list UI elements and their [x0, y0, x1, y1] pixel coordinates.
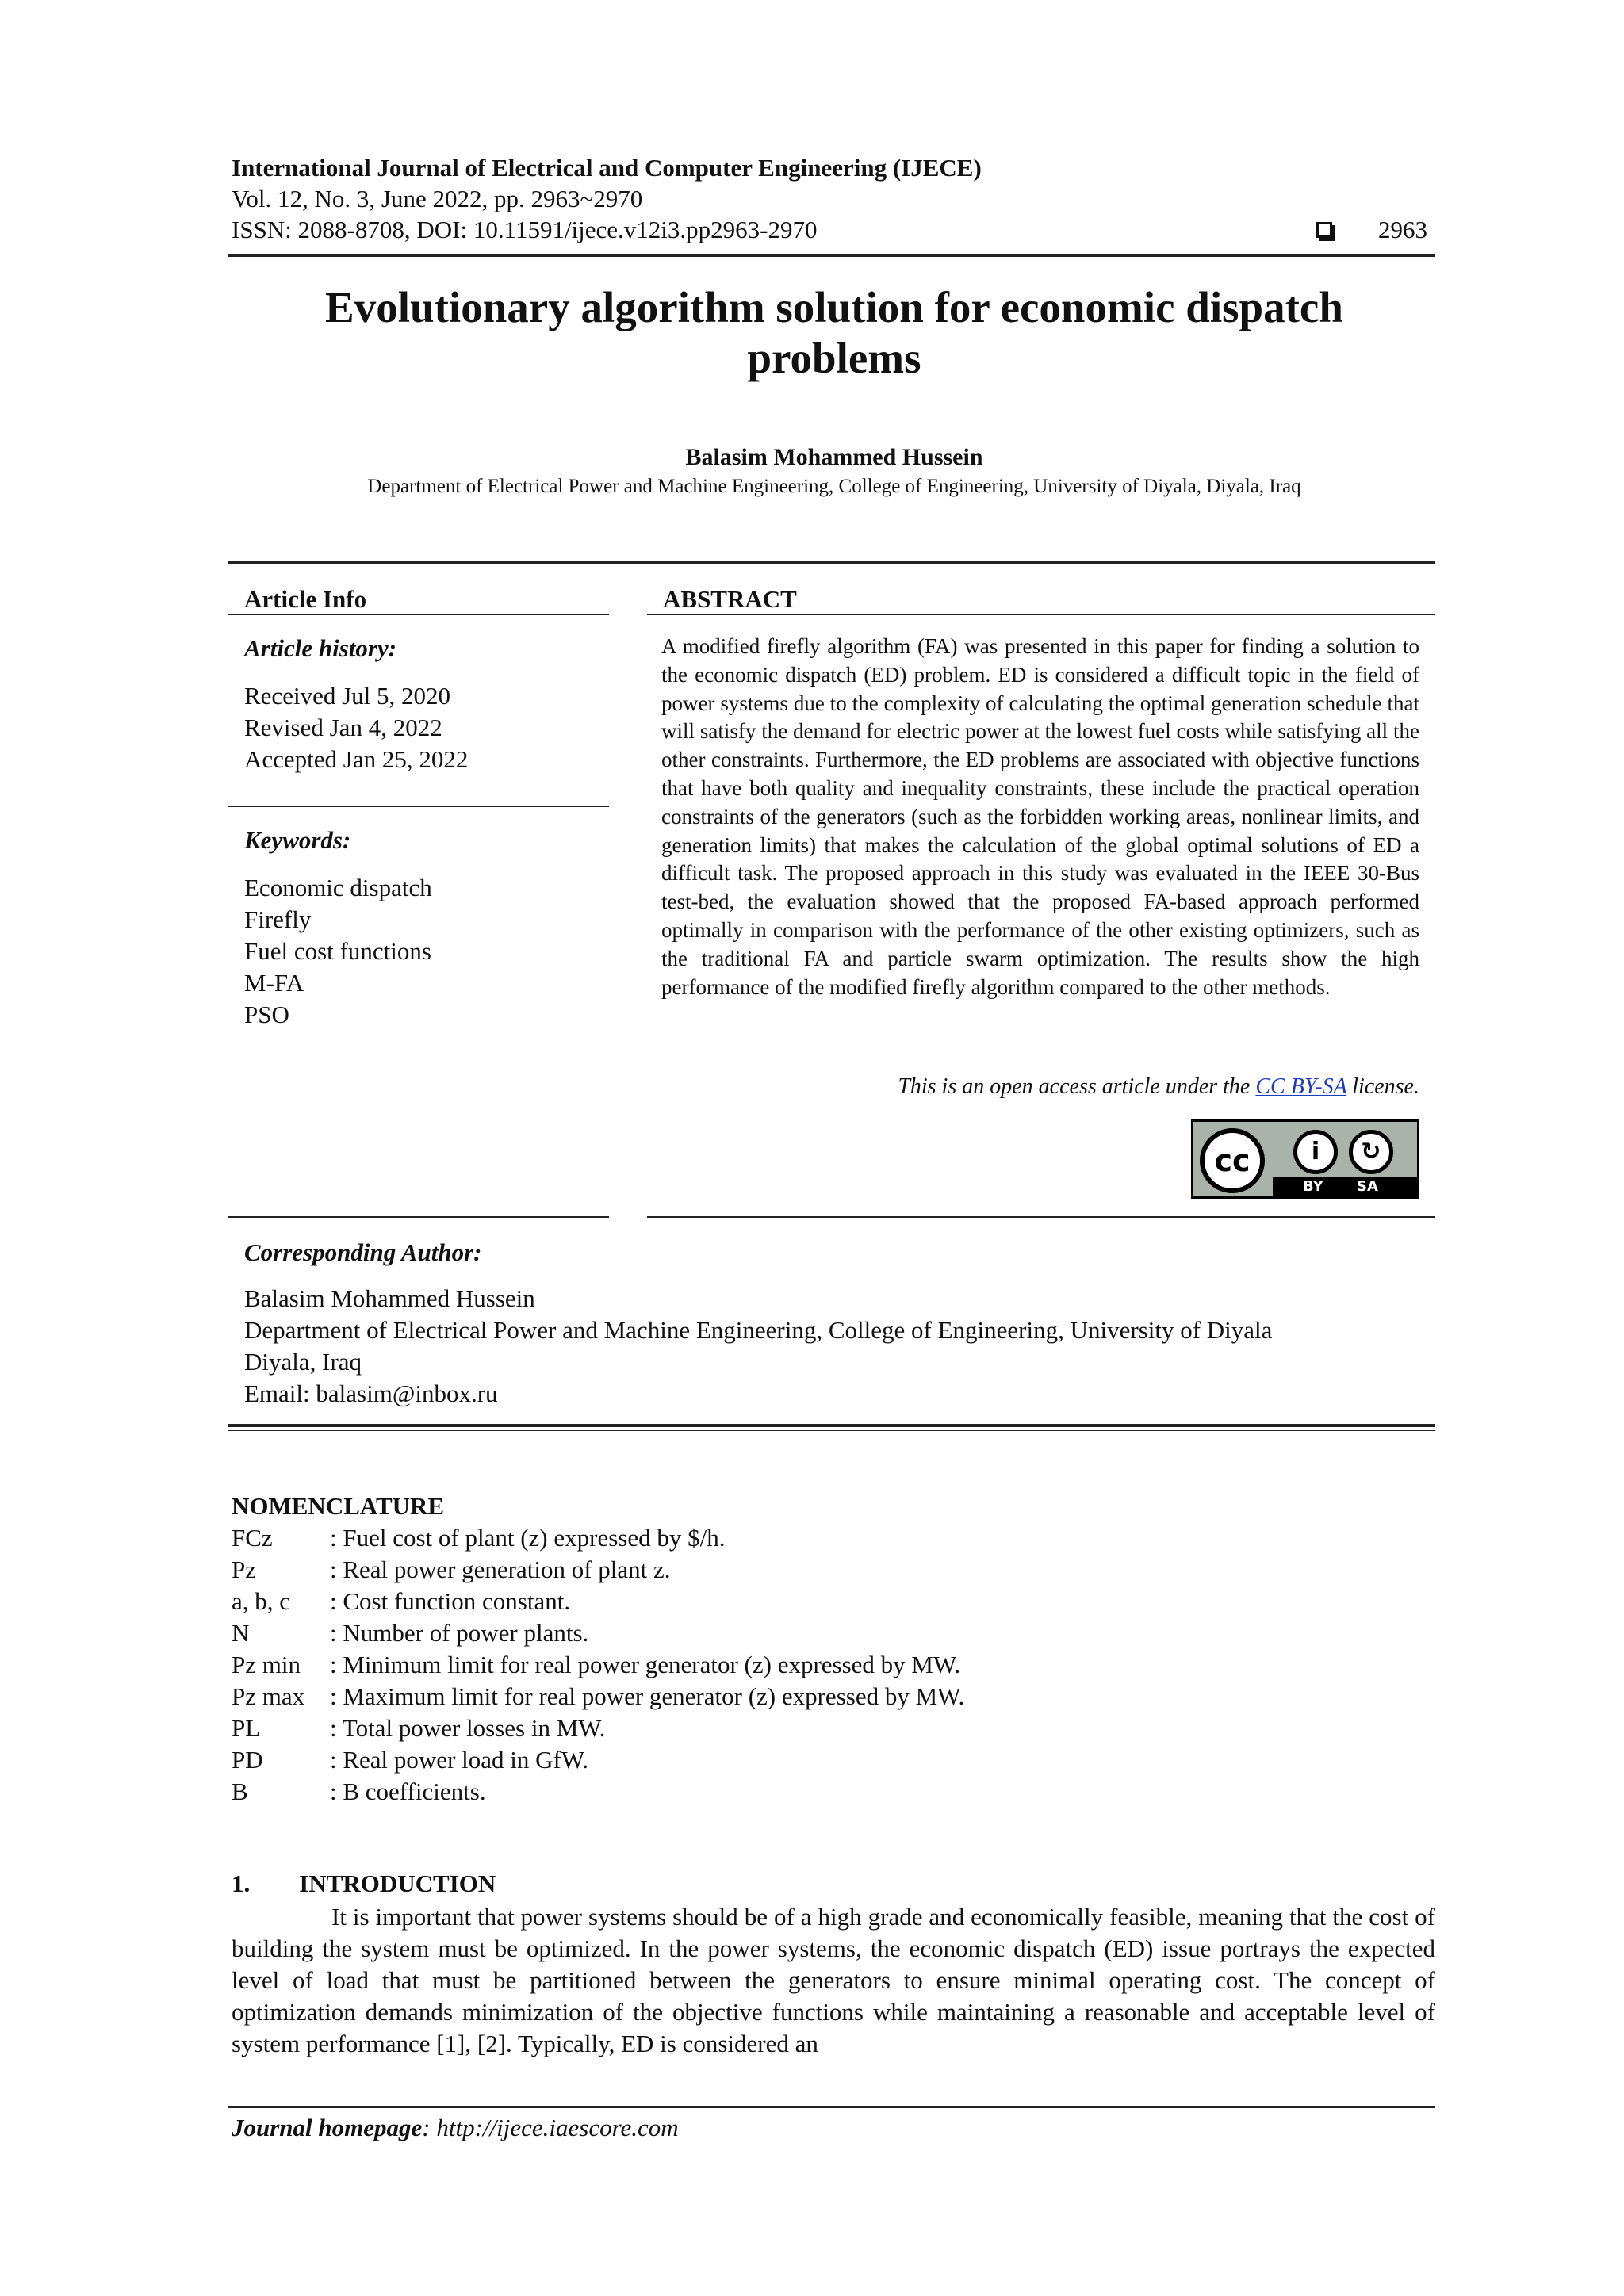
title-line-1: Evolutionary algorithm solution for economic dispatch: [325, 283, 1343, 331]
page-number: 2963: [1378, 216, 1427, 243]
nomenclature-symbol: N: [232, 1619, 250, 1647]
nomenclature-definition: : B coefficients.: [330, 1777, 486, 1805]
square-bullet-icon: [1316, 222, 1332, 238]
cc-by-sa-link[interactable]: CC BY-SA: [1255, 1074, 1347, 1099]
corresponding-name: Balasim Mohammed Hussein: [244, 1284, 535, 1312]
nomenclature-definition: : Number of power plants.: [330, 1619, 589, 1647]
badge-label-strip: [1273, 1177, 1417, 1196]
nomenclature-definition: : Minimum limit for real power generator (z) expressed by MW.: [330, 1651, 961, 1678]
history-accepted: Accepted Jan 25, 2022: [244, 745, 469, 773]
history-received: Received Jul 5, 2020: [244, 682, 451, 710]
author-name: Balasim Mohammed Hussein: [685, 444, 983, 470]
corresponding-rule-thin: [228, 1430, 1435, 1431]
abstract-rule: [647, 614, 1435, 615]
nomenclature-definition: : Maximum limit for real power generator (z) expressed by MW.: [330, 1682, 965, 1710]
introduction-text: It is important that power systems should be of a high grade and economically feasible, meaning that the cost of building the system must be optimized. In the power systems, the economic dispatch (ED) issue portrays the expected level of load that must be partitioned between the generators to ensure minimal operating cost. The concept of optimization demands minimization of the objective functions while maintaining a reasonable and acceptable level of system performance [1], [2]. Typically, ED is considered an: [232, 1903, 1435, 2057]
paper-title: [232, 282, 1437, 384]
journal-name: International Journal of Electrical and Computer Engineering (IJECE): [232, 154, 982, 182]
keywords-heading: Keywords:: [244, 826, 351, 854]
nomenclature-definition: : Fuel cost of plant (z) expressed by $/h.: [330, 1524, 726, 1552]
keyword-item: M-FA: [244, 969, 304, 997]
license-prefix: This is an open access article under the: [898, 1074, 1256, 1099]
abstract-text: A modified firefly algorithm (FA) was presented in this paper for finding a solution to the economic dispatch (ED) problem. ED is considered a difficult topic in the field of power systems due to the complexity of calculating the optimal generation schedule that will satisfy the demand for electric power at the lowest fuel costs while satisfying all the other constraints. Furthermore, the ED problems are associated with objective functions that have both quality and inequality constraints, these include the practical operation constraints of the generators (such as the forbidden working areas, nonlinear limits, and generation limits) that makes the calculation of the global optimal solutions of ED a difficult task. The proposed approach in this study was evaluated in the IEEE 30-Bus test-bed, the evaluation showed that the proposed FA-based approach performed optimally in comparison with the performance of the other existing optimizers, such as the traditional FA and particle swarm optimization. The results show the high performance of the modified firefly algorithm compared to the other methods.: [661, 634, 1419, 999]
history-rule: [228, 806, 609, 807]
corresponding-dept: Department of Electrical Power and Machine Engineering, College of Engineering, University of Diyala: [244, 1316, 1273, 1344]
abstract-heading: ABSTRACT: [663, 585, 797, 613]
article-history-heading: Article history:: [244, 634, 397, 662]
nomenclature-definition: : Real power load in GfW.: [330, 1746, 588, 1774]
nomenclature-heading: NOMENCLATURE: [232, 1492, 445, 1520]
keywords-list: [244, 872, 432, 1031]
title-line-2: problems: [747, 334, 921, 382]
attribution-icon: i: [1293, 1130, 1338, 1174]
article-info-heading: Article Info: [244, 585, 367, 613]
info-bottom-rule-left: [228, 1216, 609, 1218]
volume-info: Vol. 12, No. 3, June 2022, pp. 2963~2970: [232, 185, 643, 212]
journal-homepage: [232, 2114, 679, 2142]
header-rule: [228, 254, 1435, 257]
introduction-heading: 1. INTRODUCTION: [232, 1869, 496, 1897]
keyword-item: Firefly: [244, 905, 312, 933]
corresponding-email: Email: balasim@inbox.ru: [244, 1380, 498, 1407]
nomenclature-symbol: a, b, c: [232, 1587, 291, 1615]
nomenclature-definition: : Total power losses in MW.: [330, 1714, 606, 1742]
article-history-list: [244, 680, 468, 775]
keyword-item: Fuel cost functions: [244, 937, 431, 965]
homepage-label: Journal homepage: [232, 2114, 423, 2141]
nomenclature-symbol: Pz max: [232, 1682, 305, 1710]
license-suffix: license.: [1346, 1074, 1419, 1099]
corresponding-author-heading: Corresponding Author:: [244, 1238, 482, 1266]
keyword-item: PSO: [244, 1001, 289, 1028]
nomenclature-definition: : Cost function constant.: [330, 1587, 571, 1615]
cc-icon: cc: [1200, 1128, 1265, 1193]
share-alike-icon: ↻: [1349, 1130, 1393, 1174]
article-info-rule: [228, 614, 609, 615]
corresponding-author-details: [244, 1283, 1272, 1410]
issn-doi: ISSN: 2088-8708, DOI: 10.11591/ijece.v12i3.pp2963-2970: [232, 216, 818, 243]
corresponding-rule: [228, 1424, 1435, 1427]
cc-by-sa-badge[interactable]: [1191, 1119, 1419, 1199]
nomenclature-symbol: Pz: [232, 1556, 256, 1583]
author-affiliation: Department of Electrical Power and Machine Engineering, College of Engineering, University of Diyala, Diyala, Iraq: [367, 476, 1301, 497]
nomenclature-definition: : Real power generation of plant z.: [330, 1556, 671, 1583]
keyword-item: Economic dispatch: [244, 874, 432, 901]
nomenclature-symbol: PD: [232, 1746, 263, 1774]
nomenclature-symbol: FCz: [232, 1524, 273, 1552]
corresponding-place: Diyala, Iraq: [244, 1348, 362, 1376]
nomenclature-symbol: PL: [232, 1714, 261, 1742]
nomenclature-symbol: B: [232, 1777, 248, 1805]
license-statement: [898, 1074, 1419, 1100]
homepage-url: : http://ijece.iaescore.com: [422, 2114, 679, 2141]
history-revised: Revised Jan 4, 2022: [244, 714, 442, 741]
badge-by-label: BY: [1303, 1178, 1323, 1195]
nomenclature-symbol: Pz min: [232, 1651, 301, 1678]
footer-rule: [228, 2106, 1435, 2108]
info-top-rule: [228, 561, 1435, 564]
info-bottom-rule-right: [647, 1216, 1435, 1218]
badge-sa-label: SA: [1357, 1178, 1378, 1195]
